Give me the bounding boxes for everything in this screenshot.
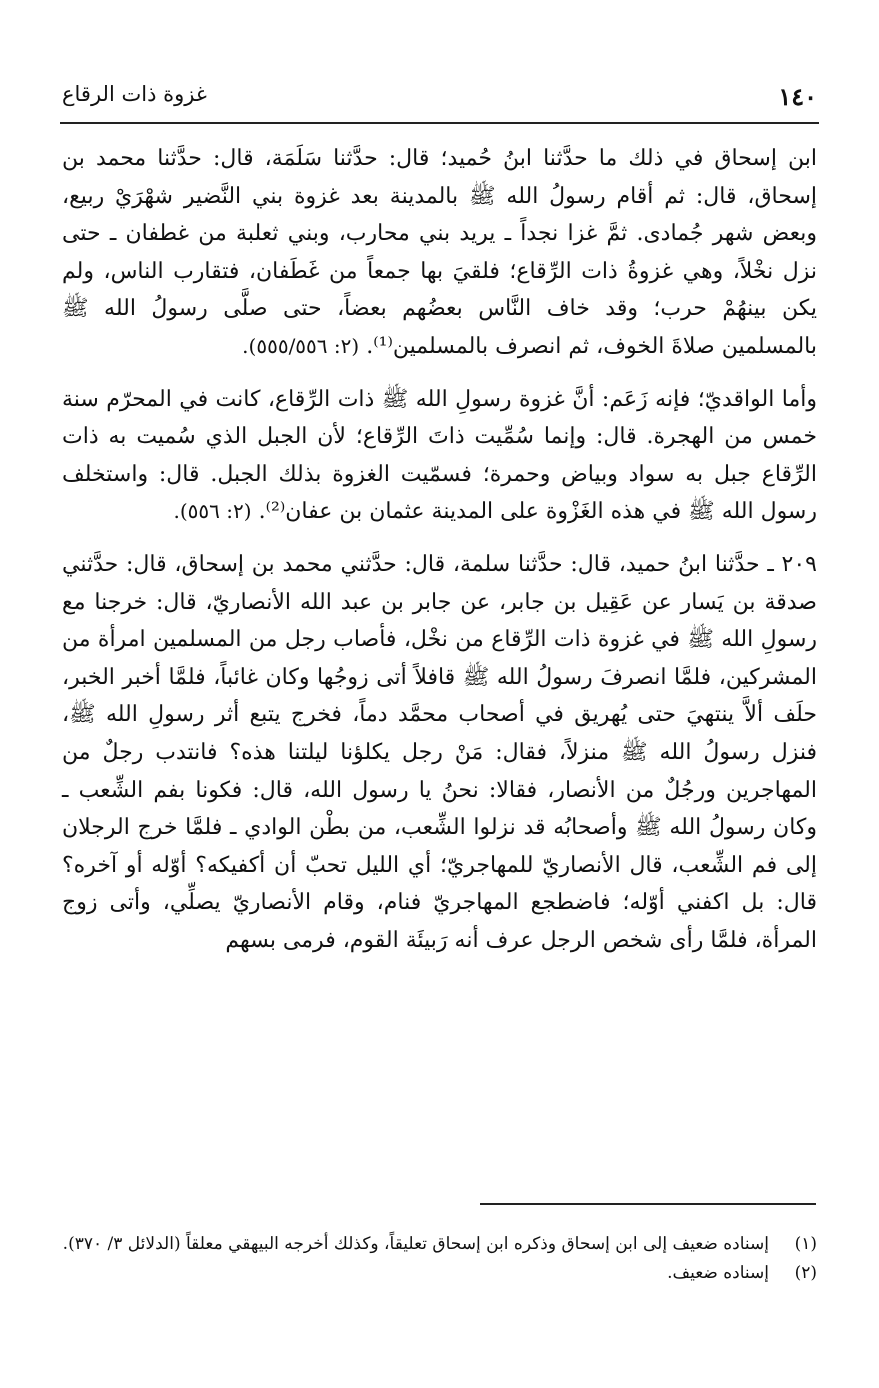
- footnote-1: [62, 1230, 817, 1259]
- footnote-rule: [480, 1203, 816, 1205]
- footnote-1-number: (١): [794, 1234, 817, 1254]
- page-number: ١٤٠: [778, 82, 817, 111]
- paragraph-1-text: ابن إسحاق في ذلك ما حدَّثنا ابنُ حُميد؛ قال: حدَّثنا سَلَمَة، قال: حدَّثنا محمد بن إسحاق، قال: ثم أقام رسولُ الله ﷺ بالمدينة بعد غزوة بني النَّضير شهْرَيْ ربيع، وبعض شهر جُمادى. ثمَّ غزا نجداً ـ يريد بني محارب، وبني ثعلبة من غطفان ـ حتى نزل نخْلاً، وهي غزوةُ ذات الرِّقاع؛ فلقيَ بها جمعاً من غَطَفان، فتقارب الناس، ولم يكن بينهُمْ حرب؛ وقد خاف النَّاس بعضُهم بعضاً، حتى صلَّى رسولُ الله ﷺ بالمسلمين صلاةَ الخوف، ثم انصرف بالمسلمين⁽¹⁾.: [62, 146, 817, 359]
- paragraph-1: [62, 140, 817, 366]
- body-text: [62, 140, 817, 959]
- running-title: غزوة ذات الرقاع: [62, 82, 207, 106]
- paragraph-2-text: وأما الواقديّ؛ فإنه زَعَم: أنَّ غزوة رسولِ الله ﷺ ذات الرِّقاع، كانت في المحرّم سنة خمس من الهجرة. قال: وإنما سُمِّيت ذاتَ الرِّقاع؛ لأن الجبل الذي سُميت به ذات الرِّقاع جبل به سواد وبياض وحمرة؛ فسمّيت الغزوة بذلك الجبل. قال: واستخلف رسول الله ﷺ في هذه الغَزْوة على المدينة عثمان بن عفان⁽²⁾.: [62, 386, 817, 525]
- footnotes: [62, 1230, 817, 1288]
- footnote-2-number: (٢): [794, 1263, 817, 1283]
- paragraph-1-reference: (٢: ٥٥٥/٥٥٦).: [242, 333, 360, 358]
- header-rule: [60, 122, 819, 124]
- paragraph-3: [62, 546, 817, 960]
- paragraph-2: [62, 381, 817, 531]
- footnote-2: [62, 1259, 817, 1288]
- paragraph-3-text: ٢٠٩ ـ حدَّثنا ابنُ حميد، قال: حدَّثنا سلمة، قال: حدَّثني محمد بن إسحاق، قال: حدَّثني صدقة بن يَسار عن عَقِيل بن جابر، عن جابر بن عبد الله الأنصاريّ، قال: خرجنا مع رسولِ الله ﷺ في غزوة ذات الرِّقاع من نخْل، فأصاب رجل من المسلمين امرأة من المشركين، فلمَّا انصرفَ رسولُ الله ﷺ قافلاً أتى زوجُها وكان غائباً، فلمَّا أخبر الخبر، حلَف ألاَّ ينتهيَ حتى يُهريق في أصحاب محمَّد دماً، فخرج يتبع أثر رسولِ الله ﷺ، فنزل رسولُ الله ﷺ منزلاً، فقال: مَنْ رجل يكلؤنا ليلتنا هذه؟ فانتدب رجلٌ من المهاجرين ورجُلٌ من الأنصار، فقالا: نحنُ يا رسول الله، قال: فكونا بفم الشِّعب ـ وكان رسولُ الله ﷺ وأصحابُه قد نزلوا الشِّعب، من بطْن الوادي ـ فلمَّا خرج الرجلان إلى فم الشِّعب، قال الأنصاريّ للمهاجريّ؛ أي الليل تحبّ أن أكفيكه؟ أوّله أو آخره؟ قال: بل اكفني أوّله؛ فاضطجع المهاجريّ فنام، وقام الأنصاريّ يصلِّي، وأتى زوج المرأة، فلمَّا رأى شخص الرجل عرف أنه رَبيئَة القوم، فرمى بسهم: [62, 551, 817, 953]
- page-header: [62, 82, 817, 122]
- footnote-2-text: إسناده ضعيف.: [667, 1263, 769, 1283]
- footnote-1-text: إسناده ضعيف إلى ابن إسحاق وذكره ابن إسحاق تعليقاً، وكذلك أخرجه البيهقي معلقاً (الدلائل ٣/ ٣٧٠).: [62, 1234, 769, 1254]
- paragraph-2-reference: (٢: ٥٥٦).: [173, 499, 252, 524]
